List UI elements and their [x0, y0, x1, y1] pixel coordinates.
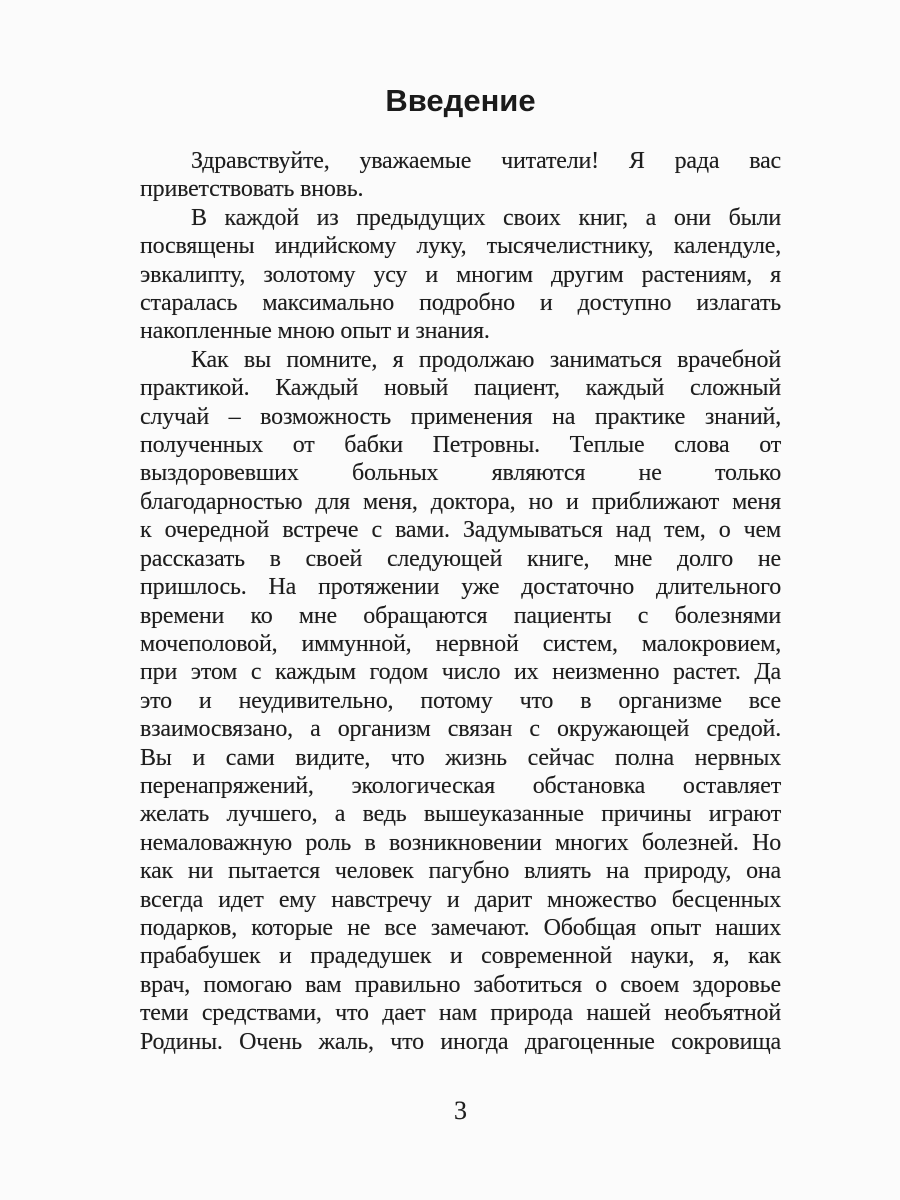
text-line: случай – возможность применения на практике знаний, — [140, 403, 781, 430]
body-text — [140, 147, 781, 1056]
text-line: как ни пытается человек пагубно влиять на природу, она — [140, 858, 781, 885]
text-line: практикой. Каждый новый пациент, каждый сложный — [140, 375, 781, 402]
text-line: к очередной встрече с вами. Задумываться над тем, о чем — [140, 517, 781, 544]
text-line: В каждой из предыдущих своих книг, а они были — [191, 204, 781, 231]
text-line: прабабушек и прадедушек и современной науки, я, как — [140, 943, 781, 970]
text-line: посвящены индийскому луку, тысячелистнику, календуле, — [140, 233, 781, 260]
text-line: времени ко мне обращаются пациенты с болезнями — [140, 602, 781, 629]
text-line: эвкалипту, золотому усу и многим другим растениям, я — [140, 261, 781, 288]
text-line: это и неудивительно, потому что в организме все — [140, 687, 781, 714]
text-line: полученных от бабки Петровны. Теплые слова от — [140, 432, 781, 459]
text-line: выздоровевших больных являются не только — [140, 460, 781, 487]
text-line: теми средствами, что дает нам природа нашей необъятной — [140, 1000, 781, 1027]
text-line: перенапряжений, экологическая обстановка оставляет — [140, 772, 781, 799]
text-line: Родины. Очень жаль, что иногда драгоценные сокровища — [140, 1028, 781, 1055]
text-line: при этом с каждым годом число их неизменно растет. Да — [140, 659, 781, 686]
text-line: желать лучшего, а ведь вышеуказанные причины играют — [140, 801, 781, 828]
page-title: Введение — [385, 83, 536, 118]
text-line: благодарностью для меня, доктора, но и приближают меня — [140, 488, 781, 515]
text-line: немаловажную роль в возникновении многих болезней. Но — [140, 829, 781, 856]
page-number: 3 — [454, 1096, 467, 1125]
text-line: накопленные мною опыт и знания. — [140, 318, 490, 345]
text-line: Вы и сами видите, что жизнь сейчас полна нервных — [140, 744, 781, 771]
text-line: приветствовать вновь. — [140, 176, 364, 203]
text-line: старалась максимально подробно и доступно излагать — [140, 290, 781, 317]
text-line: пришлось. На протяжении уже достаточно длительного — [140, 574, 781, 601]
text-line: подарков, которые не все замечают. Обобщая опыт наших — [140, 914, 781, 941]
text-line: мочеполовой, иммунной, нервной систем, малокровием, — [140, 630, 781, 657]
text-line: всегда идет ему навстречу и дарит множество бесценных — [140, 886, 781, 913]
text-line: врач, помогаю вам правильно заботиться о своем здоровье — [140, 971, 781, 998]
text-line: Как вы помните, я продолжаю заниматься врачебной — [191, 346, 781, 373]
text-line: Здравствуйте, уважаемые читатели! Я рада вас — [191, 148, 781, 174]
text-line: взаимосвязано, а организм связан с окружающей средой. — [140, 716, 781, 743]
text-line: рассказать в своей следующей книге, мне долго не — [140, 545, 781, 572]
